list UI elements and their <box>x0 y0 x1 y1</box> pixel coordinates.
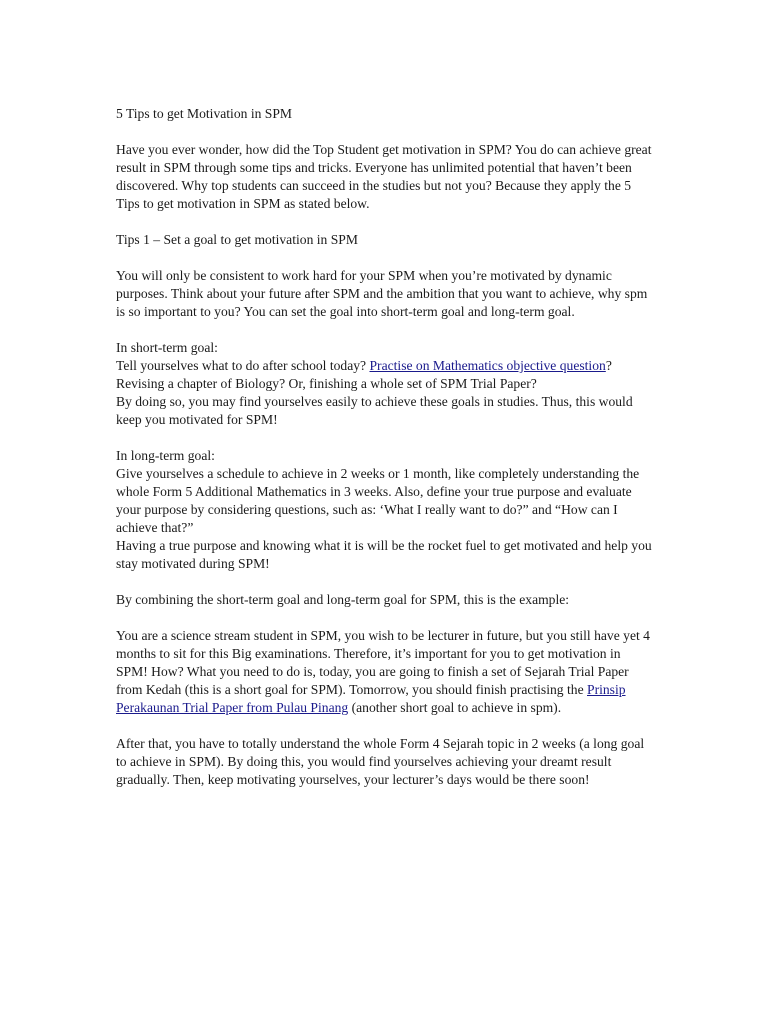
intro-paragraph: Have you ever wonder, how did the Top Student get motivation in SPM? You do can achieve great result in SPM through some tips and tricks. Everyone has unlimited potential that haven’t been discovered. Why top students can succeed in the studies but not you? Because they apply the 5 Tips to get motivation in SPM as stated below. <box>116 142 652 211</box>
document-title: 5 Tips to get Motivation in SPM <box>116 106 293 121</box>
document-page <box>116 105 654 807</box>
final-paragraph: After that, you have to totally understand the whole Form 4 Sejarah topic in 2 weeks (a long goal to achieve in SPM). By doing this, you would find yourselves achieving your dreamt result gradually. Then, keep motivating yourselves, your lecturer’s days would be there soon! <box>116 736 645 787</box>
short-term-conclusion: By doing so, you may find yourselves easily to achieve these goals in studies. Thus, this would keep you motivated for SPM! <box>116 394 633 427</box>
tip1-heading: Tips 1 – Set a goal to get motivation in SPM <box>116 232 358 247</box>
short-term-text <box>116 358 612 391</box>
prinsip-perakaunan-link[interactable]: Prinsip Perakaunan Trial Paper from Pulau Pinang <box>116 682 626 715</box>
example-text-before: You are a science stream student in SPM, you wish to be lecturer in future, but you still have yet 4 months to sit for this Big examinations. Therefore, it’s important for you to get motivation in SPM! How? What you need to do is, today, you are going to finish a set of Sejarah Trial Paper from Kedah (this is a short goal for SPM). Tomorrow, you should finish practising the <box>116 628 650 697</box>
short-term-text-before: Tell yourselves what to do after school today? <box>116 358 370 373</box>
long-term-conclusion: Having a true purpose and knowing what it is will be the rocket fuel to get motivated and help you stay motivated during SPM! <box>116 538 652 571</box>
long-term-section <box>116 447 654 573</box>
short-term-heading: In short-term goal: <box>116 340 218 355</box>
short-term-section <box>116 339 654 429</box>
long-term-body: Give yourselves a schedule to achieve in 2 weeks or 1 month, like completely understanding the whole Form 5 Additional Mathematics in 3 weeks. Also, define your true purpose and evaluate your purpose by considering questions, such as: ‘What I really want to do?” and “How can I achieve that?” <box>116 466 640 535</box>
example-text-after: (another short goal to achieve in spm). <box>348 700 562 715</box>
mathematics-objective-link[interactable]: Practise on Mathematics objective question <box>369 358 606 373</box>
short-term-text-after: ? Revising a chapter of Biology? Or, finishing a whole set of SPM Trial Paper? <box>116 358 612 391</box>
long-term-heading: In long-term goal: <box>116 448 215 463</box>
tip1-body: You will only be consistent to work hard for your SPM when you’re motivated by dynamic purposes. Think about your future after SPM and the ambition that you want to achieve, why spm is so important to you? You can set the goal into short-term goal and long-term goal. <box>116 268 648 319</box>
example-paragraph <box>116 627 654 717</box>
combining-paragraph: By combining the short-term goal and long-term goal for SPM, this is the example: <box>116 592 570 607</box>
